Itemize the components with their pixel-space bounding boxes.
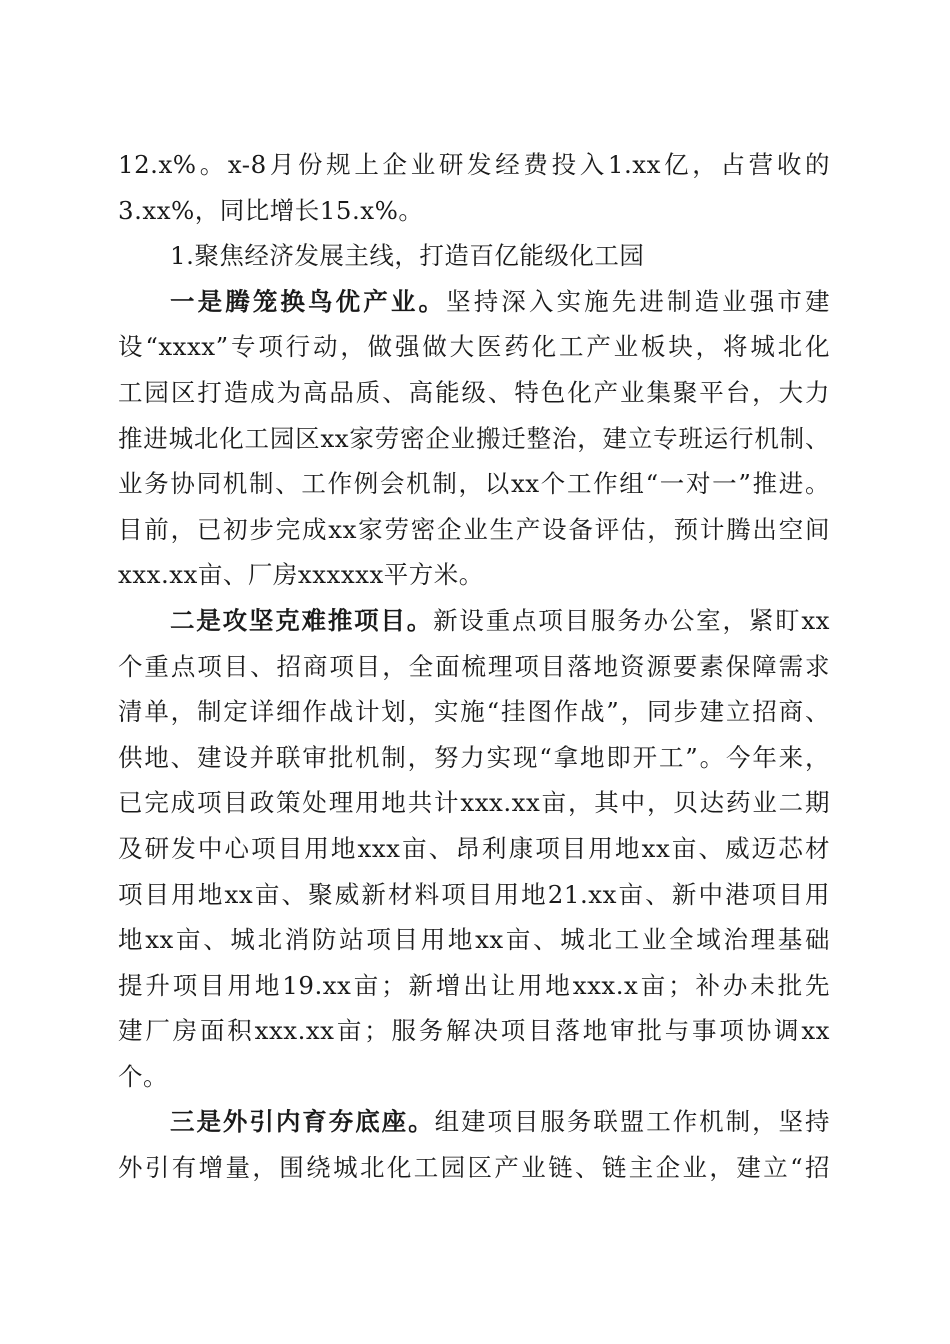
paragraph-2-line: 个重点项目、招商项目，全面梳理项目落地资源要素保障需求 xyxy=(118,651,830,681)
paragraph-2-line: 项目用地xx亩、聚威新材料项目用地21.xx亩、新中港项目用 xyxy=(118,879,830,909)
paragraph-3-first-line-rest: 组建项目服务联盟工作机制，坚持 xyxy=(434,1107,831,1137)
paragraph-2-line: 已完成项目政策处理用地共计xxx.xx亩，其中，贝达药业二期 xyxy=(118,788,830,818)
paragraph-1-line: 推进城北化工园区xx家劳密企业搬迁整治，建立专班运行机制、 xyxy=(118,423,830,453)
paragraph-3-line: 外引有增量，围绕城北化工园区产业链、链主企业，建立“招 xyxy=(118,1153,830,1183)
paragraph-3-first-line xyxy=(118,1099,830,1145)
intro-line: 3.xx%，同比增长15.x%。 xyxy=(118,195,424,225)
section-heading: 1.聚焦经济发展主线，打造百亿能级化工园 xyxy=(170,241,645,271)
paragraph-2-line: 供地、建设并联审批机制，努力实现“拿地即开工”。今年来， xyxy=(118,742,830,772)
paragraph-2-line: 清单，制定详细作战计划，实施“挂图作战”，同步建立招商、 xyxy=(118,697,830,727)
paragraph-1-line: 设“xxxx”专项行动，做强做大医药化工产业板块，将城北化 xyxy=(118,332,830,362)
paragraph-2-line: 地xx亩、城北消防站项目用地xx亩、城北工业全域治理基础 xyxy=(118,925,830,955)
paragraph-2-line: 个。 xyxy=(118,1061,168,1091)
paragraph-2-lead: 二是攻坚克难推项目。 xyxy=(170,605,434,635)
paragraph-1-first-line xyxy=(118,279,830,325)
intro-line: 12.x%。x-8月份规上企业研发经费投入1.xx亿，占营收的 xyxy=(118,150,830,179)
paragraph-1-line: 业务协同机制、工作例会机制，以xx个工作组“一对一”推进。 xyxy=(118,469,830,499)
paragraph-2-line: 及研发中心项目用地xxx亩、昂利康项目用地xx亩、威迈芯材 xyxy=(118,833,830,863)
paragraph-3-lead: 三是外引内育夯底座。 xyxy=(170,1107,435,1137)
paragraph-2-first-line-rest: 新设重点项目服务办公室，紧盯xx xyxy=(433,605,831,635)
paragraph-1-line: 目前，已初步完成xx家劳密企业生产设备评估，预计腾出空间 xyxy=(118,514,830,544)
paragraph-2-line: 提升项目用地19.xx亩；新增出让用地xxx.x亩；补办未批先 xyxy=(118,970,830,1000)
paragraph-1-line: xxx.xx亩、厂房xxxxxx平方米。 xyxy=(118,560,484,590)
paragraph-1-first-line-rest: 坚持深入实施先进制造业强市建 xyxy=(446,286,831,316)
paragraph-1-line: 工园区打造成为高品质、高能级、特色化产业集聚平台，大力 xyxy=(118,377,830,407)
paragraph-2-line: 建厂房面积xxx.xx亩；服务解决项目落地审批与事项协调xx xyxy=(118,1016,830,1046)
paragraph-1-lead: 一是腾笼换鸟优产业。 xyxy=(170,286,447,316)
document-page xyxy=(118,142,830,1191)
paragraph-2-first-line xyxy=(118,598,830,644)
